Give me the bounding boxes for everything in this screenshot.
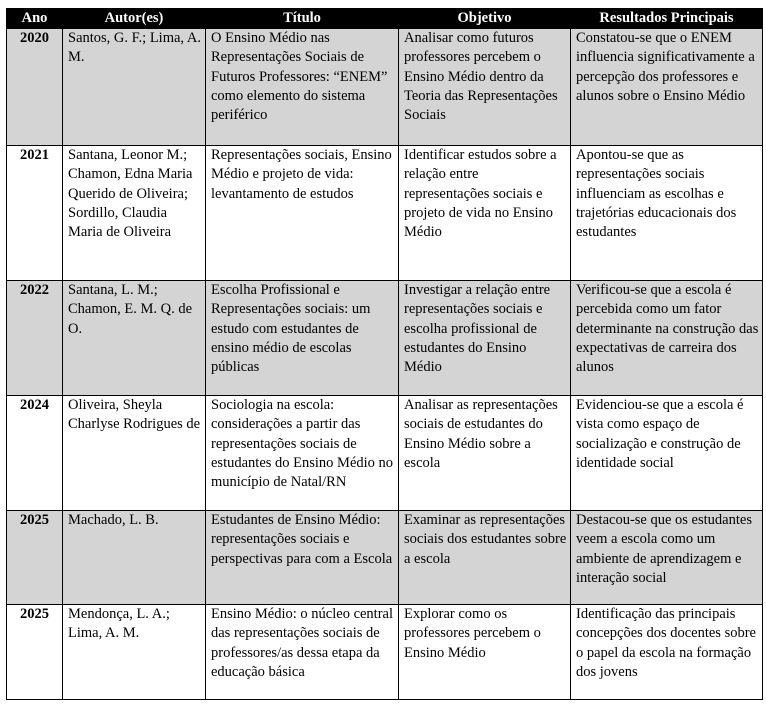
cell-titulo: Escolha Profissional e Representações sociais: um estudo com estudantes de ensino médio de escolas públicas [206,281,399,396]
cell-titulo: Estudantes de Ensino Médio: representações sociais e perspectivas para com a Escola [206,511,399,605]
header-objetivo: Objetivo [399,9,571,29]
table-row [7,396,763,511]
cell-autores: Santos, G. F.; Lima, A. M. [63,29,206,146]
cell-resultados: Identificação das principais concepções dos docentes sobre o papel da escola na formação dos jovens [571,605,763,700]
cell-autores: Santana, L. M.; Chamon, E. M. Q. de O. [63,281,206,396]
cell-titulo: Sociologia na escola: considerações a partir das representações sociais de estudantes do Ensino Médio no município de Natal/RN [206,396,399,511]
cell-autores: Santana, Leonor M.; Chamon, Edna Maria Querido de Oliveira; Sordillo, Claudia Maria de Oliveira [63,146,206,281]
cell-titulo: Ensino Médio: o núcleo central das representações sociais de professores/as dessa etapa da educação básica [206,605,399,700]
literature-review-table [6,8,763,700]
cell-autores: Mendonça, L. A.; Lima, A. M. [63,605,206,700]
cell-ano: 2025 [7,605,63,700]
header-autores: Autor(es) [63,9,206,29]
header-resultados: Resultados Principais [571,9,763,29]
cell-objetivo: Analisar as representações sociais de estudantes do Ensino Médio sobre a escola [399,396,571,511]
cell-autores: Machado, L. B. [63,511,206,605]
cell-autores: Oliveira, Sheyla Charlyse Rodrigues de [63,396,206,511]
header-titulo: Título [206,9,399,29]
cell-ano: 2024 [7,396,63,511]
table-row [7,146,763,281]
table-header-row [7,9,763,29]
cell-resultados: Evidenciou-se que a escola é vista como espaço de socialização e construção de identidade social [571,396,763,511]
cell-titulo: O Ensino Médio nas Representações Sociais de Futuros Professores: “ENEM” como elemento do sistema periférico [206,29,399,146]
table-row [7,29,763,146]
cell-ano: 2021 [7,146,63,281]
cell-ano: 2025 [7,511,63,605]
header-ano: Ano [7,9,63,29]
cell-resultados: Constatou-se que o ENEM influencia significativamente a percepção dos professores e alunos sobre o Ensino Médio [571,29,763,146]
cell-titulo: Representações sociais, Ensino Médio e projeto de vida: levantamento de estudos [206,146,399,281]
table-row [7,511,763,605]
cell-objetivo: Identificar estudos sobre a relação entre representações sociais e projeto de vida no Ensino Médio [399,146,571,281]
cell-ano: 2020 [7,29,63,146]
cell-ano: 2022 [7,281,63,396]
table-row [7,605,763,700]
cell-objetivo: Examinar as representações sociais dos estudantes sobre a escola [399,511,571,605]
cell-resultados: Destacou-se que os estudantes veem a escola como um ambiente de aprendizagem e interação social [571,511,763,605]
cell-resultados: Apontou-se que as representações sociais influenciam as escolhas e trajetórias educacionais dos estudantes [571,146,763,281]
cell-objetivo: Analisar como futuros professores percebem o Ensino Médio dentro da Teoria das Representações Sociais [399,29,571,146]
cell-objetivo: Investigar a relação entre representações sociais e escolha profissional de estudantes do Ensino Médio [399,281,571,396]
cell-objetivo: Explorar como os professores percebem o Ensino Médio [399,605,571,700]
table-row [7,281,763,396]
cell-resultados: Verificou-se que a escola é percebida como um fator determinante na construção das expectativas de carreira dos alunos [571,281,763,396]
